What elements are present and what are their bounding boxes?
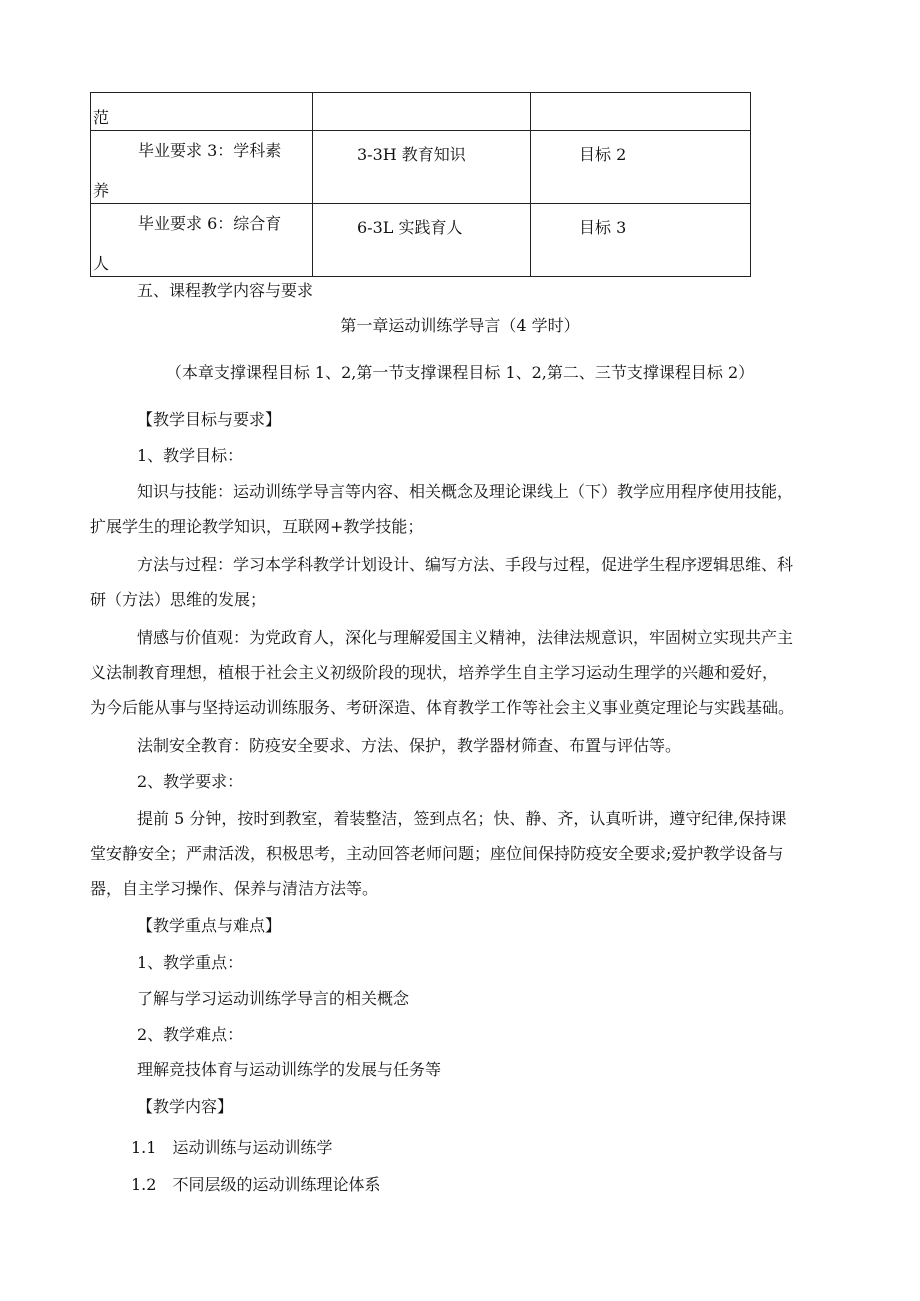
indicator-text: 6-3L 实践育人	[357, 218, 463, 237]
table-row	[91, 93, 751, 131]
goals-heading: 【教学目标与要求】	[137, 410, 282, 429]
table-cell	[313, 131, 531, 204]
requirements-line-2: 堂安静安全；严肃活泼，积极思考，主动回答老师问题；座位间保持防疫安全要求;爱护教学设备与	[90, 844, 784, 863]
emotion-line-3: 为今后能从事与坚持运动训练服务、考研深造、体育教学工作等社会主义事业奠定理论与实践基础。	[90, 698, 795, 717]
method-line-2: 研（方法）思维的发展；	[90, 590, 267, 609]
requirement-text: 毕业要求 3：学科素	[138, 141, 282, 160]
safety-text: 法制安全教育：防疫安全要求、方法、保护，教学器材筛查、布置与评估等。	[137, 736, 682, 755]
emotion-line-2: 义法制教育理想，植根于社会主义初级阶段的现状，培养学生自主学习运动生理学的兴趣和爱好，	[90, 663, 779, 682]
indicator-text: 3-3H 教育知识	[357, 145, 466, 164]
key-points-label: 1、教学重点：	[137, 953, 244, 972]
table-cell	[531, 131, 751, 204]
difficulty-label: 2、教学难点：	[137, 1025, 244, 1044]
requirement-text: 毕业要求 6：综合育	[138, 214, 282, 233]
requirements-line-1: 提前 5 分钟，按时到教室，着装整洁，签到点名；快、静、齐，认真听讲，遵守纪律,保持课	[137, 809, 787, 828]
content-item: 1.1 运动训练与运动训练学	[131, 1138, 333, 1157]
chapter-support: （本章支撑课程目标 1、2,第一节支撑课程目标 1、2,第二、三节支撑课程目标 2）	[165, 363, 755, 382]
requirement-text-tail: 范	[93, 108, 110, 127]
method-line-1: 方法与过程：学习本学科教学计划设计、编写方法、手段与过程，促进学生程序逻辑思维、科	[137, 555, 794, 574]
chapter-title: 第一章运动训练学导言（4 学时）	[340, 316, 580, 335]
requirement-text-tail: 养	[93, 181, 110, 200]
table-row	[91, 204, 751, 277]
content-heading: 【教学内容】	[137, 1097, 234, 1116]
content-item: 1.2 不同层级的运动训练理论体系	[131, 1175, 381, 1194]
knowledge-line-2: 扩展学生的理论教学知识，互联网+教学技能；	[90, 517, 424, 536]
table-cell	[313, 93, 531, 131]
table-cell	[313, 204, 531, 277]
requirements-line-3: 器，自主学习操作、保养与清洁方法等。	[90, 879, 379, 898]
key-points-text: 了解与学习运动训练学导言的相关概念	[137, 989, 410, 1008]
goal-text: 目标 2	[579, 145, 627, 164]
requirement-text-tail: 人	[93, 254, 110, 273]
requirements-table	[90, 92, 751, 277]
key-difficulty-heading: 【教学重点与难点】	[137, 916, 282, 935]
table-cell	[531, 93, 751, 131]
table-cell	[91, 93, 313, 131]
table-cell	[531, 204, 751, 277]
table-cell	[91, 204, 313, 277]
difficulty-text: 理解竞技体育与运动训练学的发展与任务等	[137, 1060, 442, 1079]
requirements-label: 2、教学要求：	[137, 772, 244, 791]
section-title: 五、课程教学内容与要求	[137, 281, 314, 300]
table-cell	[91, 131, 313, 204]
table-row	[91, 131, 751, 204]
emotion-line-1: 情感与价值观：为党政育人，深化与理解爱国主义精神，法律法规意识，牢固树立实现共产主	[137, 628, 794, 647]
goal-text: 目标 3	[579, 218, 627, 237]
knowledge-line-1: 知识与技能：运动训练学导言等内容、相关概念及理论课线上（下）教学应用程序使用技能，	[137, 482, 794, 501]
goals-label: 1、教学目标：	[137, 446, 244, 465]
